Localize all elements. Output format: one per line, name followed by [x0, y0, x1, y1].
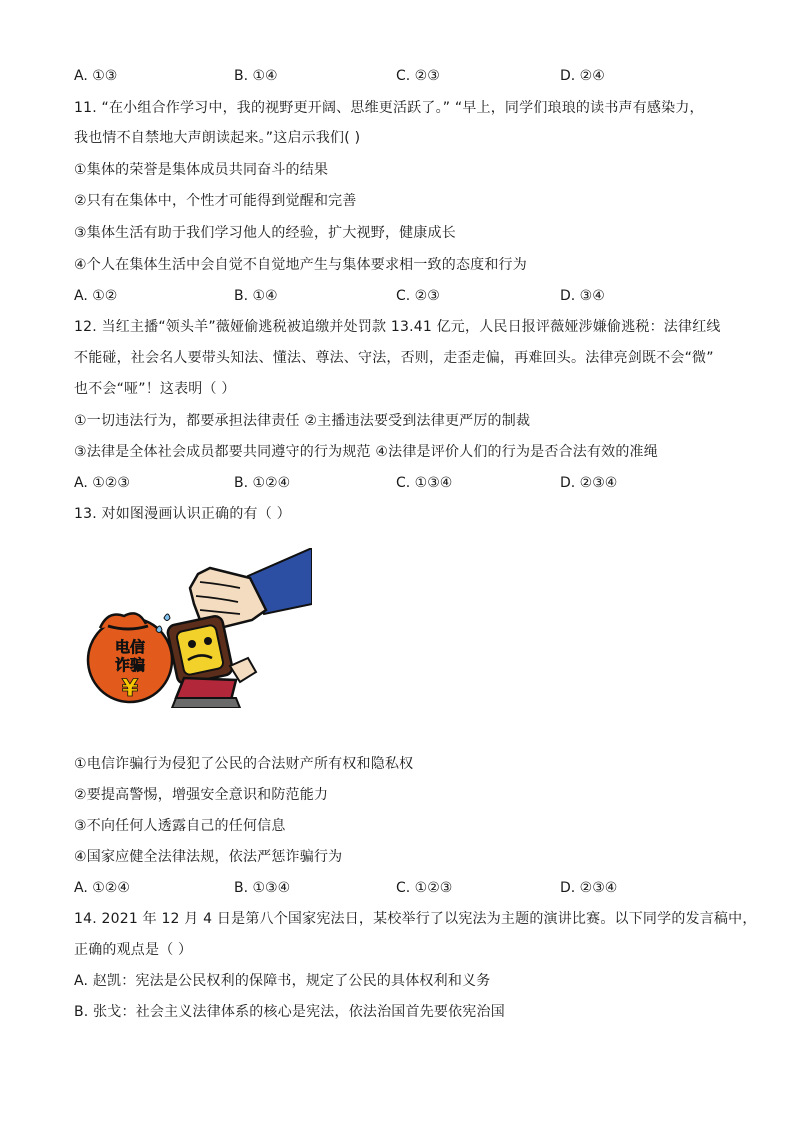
option-a: A. ①② [74, 288, 118, 304]
q14-choice-b: B. 张戈：社会主义法律体系的核心是宪法，依法治国首先要依宪治国 [74, 1004, 505, 1020]
option-c: C. ①②③ [396, 880, 453, 896]
q12-statements-line2: ③法律是全体社会成员都要共同遵守的行为规范 ④法律是评价人们的行为是否合法有效的准绳 [74, 444, 658, 460]
q12-stem-line1: 12. 当红主播“领头羊”薇娅偷逃税被追缴并处罚款 13.41 亿元，人民日报评薇娅涉嫌偷逃税：法律红线 [74, 319, 721, 335]
option-a: A. ①③ [74, 68, 118, 84]
q11-options [74, 286, 734, 306]
q11-stem-line2: 我也情不自禁地大声朗读起来。”这启示我们( ) [74, 130, 361, 146]
q12-statements-line1: ①一切违法行为，都要承担法律责任 ②主播违法要受到法律更严厉的制裁 [74, 413, 531, 429]
q13-statement-1: ①电信诈骗行为侵犯了公民的合法财产所有权和隐私权 [74, 756, 414, 772]
q14-stem-line2: 正确的观点是（ ） [74, 942, 193, 958]
q11-statement-2: ②只有在集体中，个性才可能得到觉醒和完善 [74, 193, 357, 209]
bag-label-2: 诈骗 [114, 656, 146, 674]
q11-stem-line1: 11. “在小组合作学习中，我的视野更开阔、思维更活跃了。” “早上，同学们琅琅的读书声有感染力， [74, 100, 704, 116]
option-b: B. ①③④ [234, 880, 291, 896]
q12-stem-line3: 也不会“哑”！这表明（ ） [74, 381, 236, 397]
q11-statement-3: ③集体生活有助于我们学习他人的经验，扩大视野，健康成长 [74, 225, 456, 241]
option-d: D. ②③④ [560, 880, 618, 896]
yen-symbol: ¥ [121, 674, 139, 702]
q13-statement-3: ③不向任何人透露自己的任何信息 [74, 818, 286, 834]
option-b: B. ①④ [234, 68, 278, 84]
option-d: D. ③④ [560, 288, 605, 304]
q13-statement-4: ④国家应健全法律法规，依法严惩诈骗行为 [74, 849, 343, 865]
q12-stem-line2: 不能碰，社会名人要带头知法、懂法、尊法、守法，否则，走歪走偏，再难回头。法律亮剑既不会“微” [74, 350, 714, 366]
bag-label-1: 电信 [114, 638, 146, 656]
q13-stem: 13. 对如图漫画认识正确的有（ ） [74, 506, 291, 522]
q13-options [74, 878, 734, 898]
q10-options [74, 66, 734, 86]
option-b: B. ①②④ [234, 475, 291, 491]
q11-statement-1: ①集体的荣誉是集体成员共同奋斗的结果 [74, 162, 329, 178]
option-c: C. ①③④ [396, 475, 453, 491]
option-c: C. ②③ [396, 288, 440, 304]
option-d: D. ②③④ [560, 475, 618, 491]
q12-options [74, 473, 734, 493]
option-c: C. ②③ [396, 68, 440, 84]
fraud-cartoon [80, 548, 312, 708]
option-a: A. ①②③ [74, 475, 130, 491]
option-a: A. ①②④ [74, 880, 130, 896]
option-b: B. ①④ [234, 288, 278, 304]
q14-choice-a: A. 赵凯：宪法是公民权利的保障书，规定了公民的具体权利和义务 [74, 973, 491, 989]
q14-stem-line1: 14. 2021 年 12 月 4 日是第八个国家宪法日，某校举行了以宪法为主题的演讲比赛。以下同学的发言稿中， [74, 911, 757, 927]
q11-statement-4: ④个人在集体生活中会自觉不自觉地产生与集体要求相一致的态度和行为 [74, 257, 527, 273]
q13-statement-2: ②要提高警惕，增强安全意识和防范能力 [74, 787, 329, 803]
option-d: D. ②④ [560, 68, 605, 84]
